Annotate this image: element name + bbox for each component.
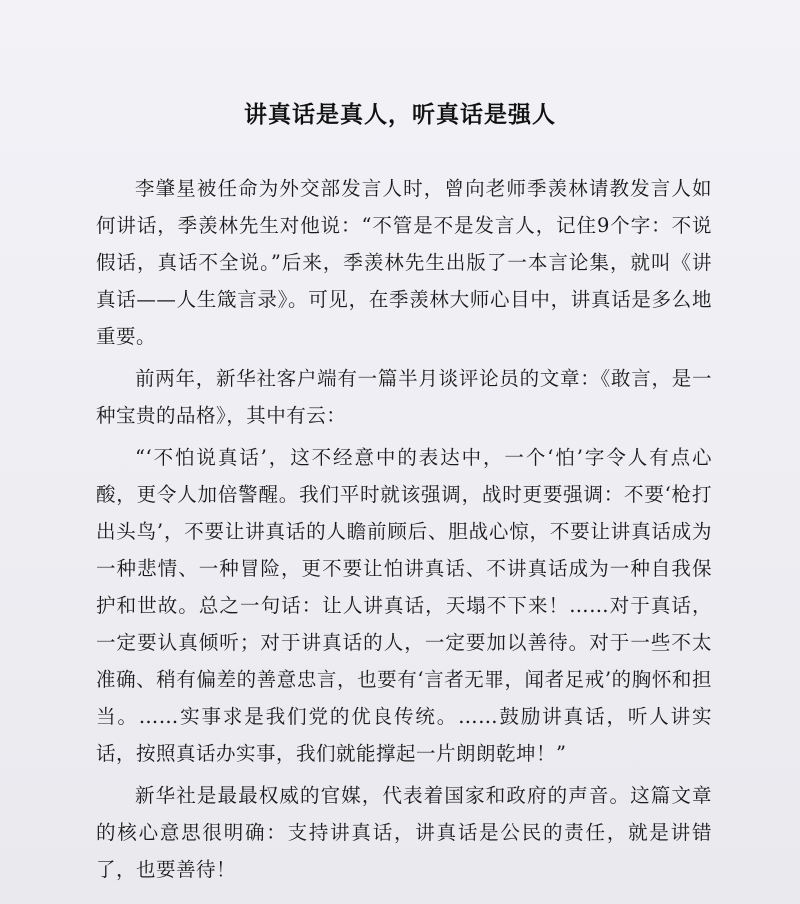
article-title: 讲真话是真人，听真话是强人: [244, 102, 556, 128]
paragraph-1: 李肇星被任命为外交部发言人时，曾向老师季羡林请教发言人如何讲话，季羡林先生对他说：“不管是不是发言人，记住9个字：不说假话，真话不全说。”后来，季羡林先生出版了一本言论集，就叫《讲真话——人生箴言录》。可见，在季羡林大师心目中，讲真话是多么地重要。: [96, 177, 712, 348]
paragraph-3-quote: “‘不怕说真话’，这不经意中的表达中，一个‘怕’字令人有点心酸，更令人加倍警醒。我们平时就该强调，战时更要强调：不要‘枪打出头鸟’，不要让讲真话的人瞻前顾后、胆战心惊，不要让讲真话成为一种悲情、一种冒险，更不要让怕讲真话、不讲真话成为一种自我保护和世故。总之一句话：让人讲真话，天塌不下来！……对于真话，一定要认真倾听；对于讲真话的人，一定要加以善待。对于一些不太准确、稍有偏差的善意忠言，也要有‘言者无罪，闻者足戒’的胸怀和担当。……实事求是我们党的优良传统。……鼓励讲真话，听人讲实话，按照真话办实事，我们就能撑起一片朗朗乾坤！”: [96, 446, 712, 765]
article-body: [96, 170, 712, 893]
paragraph-2: 前两年，新华社客户端有一篇半月谈评论员的文章：《敢言，是一种宝贵的品格》，其中有云：: [96, 367, 712, 427]
paragraph-4: 新华社是最最权威的官媒，代表着国家和政府的声音。这篇文章的核心意思很明确：支持讲真话，讲真话是公民的责任，就是讲错了，也要善待！: [96, 784, 712, 881]
